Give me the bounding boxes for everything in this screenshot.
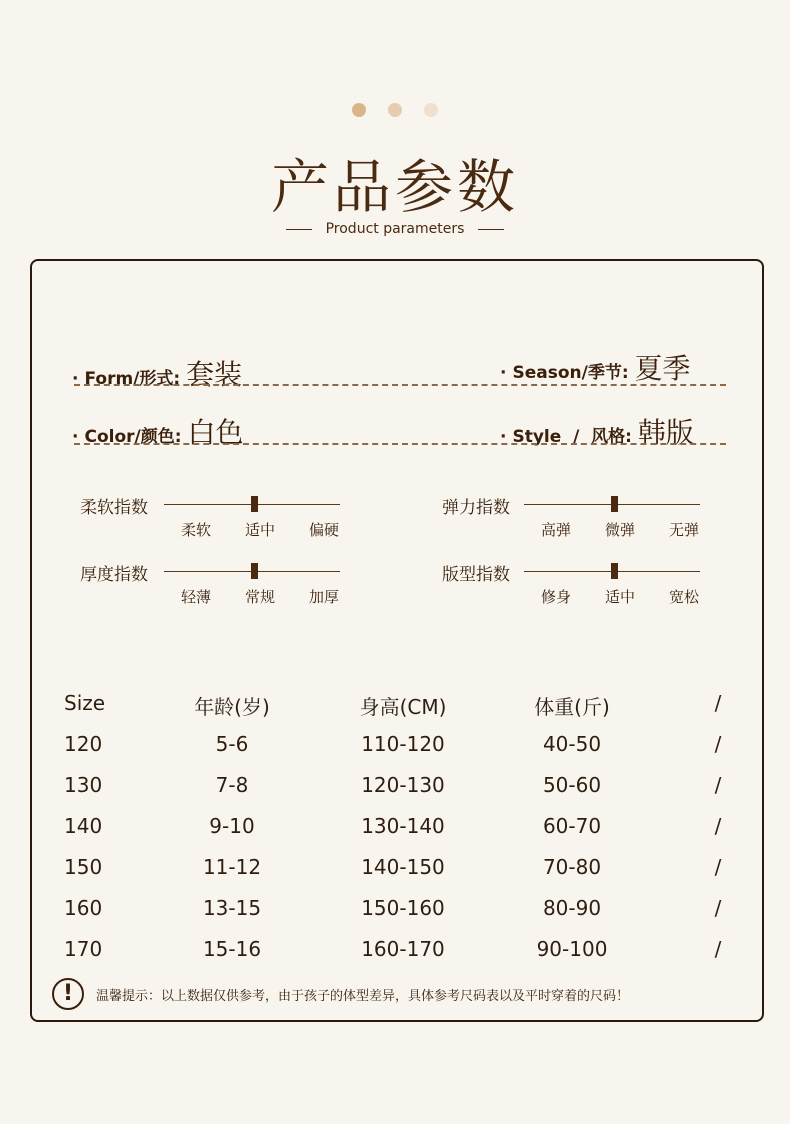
attr-style-label: Style / 风格:: [512, 427, 632, 447]
table-cell: 110-120: [361, 732, 445, 756]
table-cell: 9-10: [209, 814, 255, 838]
index-label: 版型指数: [442, 565, 510, 585]
index-tick-label: 修身: [540, 588, 571, 606]
index-knob: [251, 563, 258, 579]
table-cell: 60-70: [542, 814, 602, 838]
decorative-dots: [0, 103, 790, 117]
attr-form-label: Form/形式:: [84, 369, 181, 389]
table-header-cell: 身高(CM): [359, 695, 447, 719]
index-tick-label: 柔软: [180, 521, 211, 539]
table-cell: /: [714, 855, 722, 879]
index-label: 柔软指数: [80, 498, 148, 518]
attr-form-value: 套装: [186, 358, 243, 391]
table-cell: 15-16: [202, 937, 262, 961]
table-cell: 50-60: [542, 773, 602, 797]
note-text: 温馨提示：以上数据仅供参考，由于孩子的体型差异，具体参考尺码表以及平时穿着的尺码！: [96, 989, 630, 1004]
index-knob: [611, 496, 618, 512]
index-tick-label: 轻薄: [180, 588, 211, 606]
table-cell: 120: [64, 732, 103, 756]
table-cell: 140-150: [361, 855, 445, 879]
divider-1: [74, 384, 726, 386]
table-header-cell: 体重(斤): [534, 695, 610, 719]
table-header-cell: Size: [64, 691, 106, 715]
parameters-card: [30, 259, 764, 1022]
exclamation-icon: !: [52, 978, 84, 1010]
index-tick-label: 常规: [244, 588, 275, 606]
page-subtitle: Product parameters: [325, 221, 465, 237]
table-cell: 170: [64, 937, 103, 961]
table-cell: 80-90: [542, 896, 602, 920]
attr-color-label: Color/颜色:: [84, 427, 182, 447]
subtitle-line-left: [286, 229, 312, 230]
dot-1: [352, 103, 366, 117]
table-cell: 140: [64, 814, 103, 838]
index-tick-label: 适中: [604, 588, 635, 606]
table-cell: 150-160: [361, 896, 445, 920]
table-cell: /: [714, 814, 722, 838]
attr-style-value: 韩版: [637, 416, 694, 449]
table-cell: /: [714, 937, 722, 961]
attr-season-value: 夏季: [634, 352, 691, 385]
table-cell: 70-80: [542, 855, 602, 879]
index-knob: [251, 496, 258, 512]
attr-style: · Style / 风格: 韩版: [500, 416, 694, 449]
table-cell: 7-8: [215, 773, 249, 797]
table-cell: /: [714, 732, 722, 756]
table-cell: /: [714, 773, 722, 797]
table-header-cell: /: [714, 691, 722, 715]
table-cell: /: [714, 896, 722, 920]
dot-2: [388, 103, 402, 117]
table-cell: 40-50: [542, 732, 602, 756]
table-cell: 13-15: [202, 896, 262, 920]
index-tick-label: 无弹: [668, 521, 699, 539]
attr-season-label: Season/季节:: [512, 363, 629, 383]
index-knob: [611, 563, 618, 579]
index-tick-label: 偏硬: [308, 521, 339, 539]
table-cell: 160-170: [361, 937, 445, 961]
table-cell: 130-140: [361, 814, 445, 838]
page-title: 产品参数: [270, 153, 519, 221]
attr-season: · Season/季节: 夏季: [500, 352, 691, 385]
table-cell: 11-12: [202, 855, 262, 879]
subtitle-line-right: [478, 229, 504, 230]
table-cell: 150: [64, 855, 103, 879]
table-cell: 130: [64, 773, 103, 797]
index-label: 弹力指数: [442, 498, 510, 518]
index-tick-label: 微弹: [604, 521, 635, 539]
index-tick-label: 加厚: [308, 588, 339, 606]
index-tick-label: 宽松: [668, 588, 699, 606]
table-cell: 120-130: [361, 773, 445, 797]
index-tick-label: 适中: [244, 521, 275, 539]
index-label: 厚度指数: [80, 565, 148, 585]
table-cell: 5-6: [215, 732, 249, 756]
attr-color-value: 白色: [187, 416, 244, 449]
index-tick-label: 高弹: [540, 521, 571, 539]
divider-2: [74, 443, 726, 445]
dot-3: [424, 103, 438, 117]
table-cell: 160: [64, 896, 103, 920]
attr-form: · Form/形式: 套装: [72, 358, 243, 391]
subtitle-row: [0, 221, 790, 237]
table-header-cell: 年龄(岁): [194, 695, 270, 719]
attr-color: · Color/颜色: 白色: [72, 416, 244, 449]
table-cell: 90-100: [536, 937, 608, 961]
